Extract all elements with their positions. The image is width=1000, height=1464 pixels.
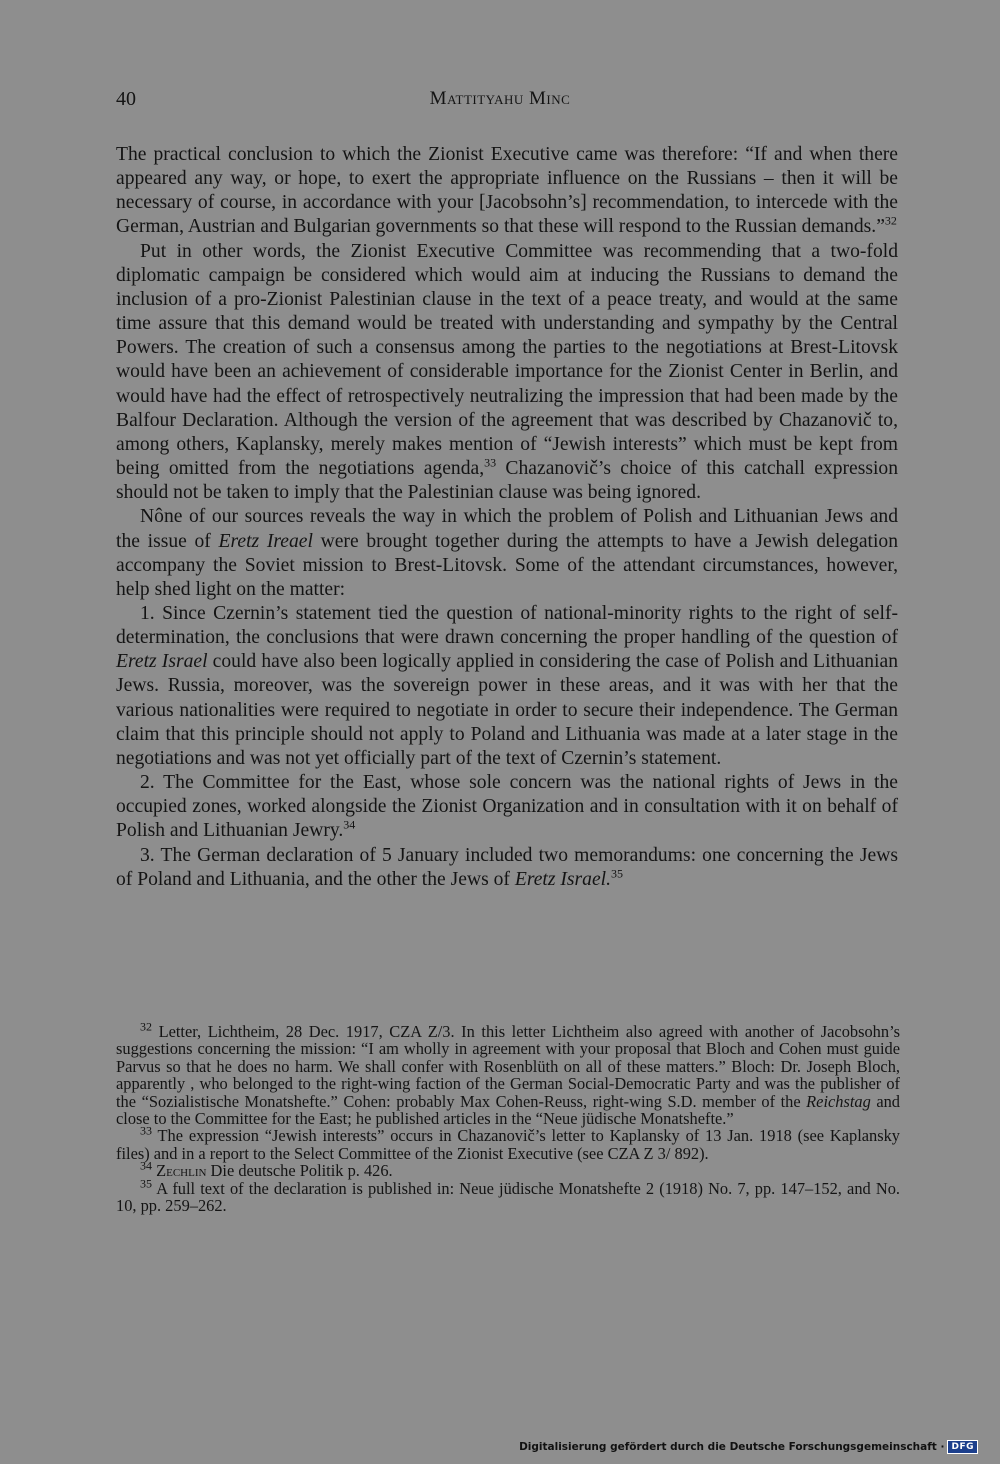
footnote-ref[interactable]: 32 [884, 213, 897, 228]
footnotes [116, 1019, 901, 1216]
digitization-credit [519, 1440, 978, 1454]
running-head: Mattityahu Minc [429, 88, 571, 109]
footnote-ref[interactable]: 33 [484, 455, 497, 470]
paragraph: Put in other words, the Zionist Executive Committee was recommending that a two-fold diplomatic campaign be considered which would aim at inducing the Russians to demand the inclusion of a pro-Zionist Palestinian clause in the text of a peace treaty, and would at the same time assure that this demand would be treated with understanding and sympathy by the Central Powers. The creation of such a consensus among the parties to the negotiations at Brest-Litovsk would have been an achievement of considerable importance for the Zionist Center in Berlin, and would have had the effect of retrospectively neutralizing the impression that had been made by the Balfour Declaration. Although the version of the agreement that was described by Chazanovič to, among others, Kaplansky, merely makes mention of “Jewish interests” which must be kept from being omitted from the negotiations agenda,$^{33}$ Chazanovič’s choice of this catchall expression should not be taken to imply that the Palestinian clause was being ignored. [116, 240, 898, 504]
footnote-33: $^{33}$ The expression “Jewish interests” occurs in Chazanovič’s letter to Kaplansky of 13 Jan. 1918 (see Kaplansky files) and in a report to the Select Committee of the Zionist Executive (see CZA Z 3/ 892). [116, 1123, 900, 1163]
body-text [116, 143, 898, 892]
paragraph: 2. The Committee for the East, whose sole concern was the national rights of Jews in the occupied zones, worked alongside the Zionist Organization and in consultation with it on behalf of Polish and Lithuanian Jewry.$^{34}$ [116, 772, 898, 842]
credit-text: Digitalisierung gefördert durch die Deutsche Forschungsgemeinschaft · [519, 1441, 945, 1453]
dfg-logo-icon: DFG [947, 1440, 978, 1454]
footnote-32: $^{32}$ Letter, Lichtheim, 28 Dec. 1917, CZA Z/3. In this letter Lichtheim also agreed with another of Jacobsohn’s suggestions concerning the mission: “I am wholly in agreement with your proposal that Bloch and Cohen must guide Parvus so that he does no harm. We shall confer with Rosenblüth on all of these matters.” Bloch: Dr. Joseph Bloch, apparently , who belonged to the right-wing faction of the German Social-Democratic Party and was the publisher of the “Sozialistische Monatshefte.” Cohen: probably Max Cohen-Reuss, right-wing S.D. member of the Reichstag and close to the Committee for the East; he published articles in the “Neue jüdische Monatshefte.” [116, 1019, 901, 1129]
paragraph: Nône of our sources reveals the way in which the problem of Polish and Lithuanian Jews and the issue of Eretz Ireael were brought together during the attempts to have a Jewish delegation accompany the Soviet mission to Brest-Litovsk. Some of the attendant circumstances, however, help shed light on the matter: [116, 506, 898, 600]
paragraph: The practical conclusion to which the Zionist Executive came was therefore: “If and when there appeared any way, or hope, to exert the appropriate influence on the Russians – then it will be necessary of course, in accordance with your [Jacobsohn’s] recommendation, to intercede with the German, Austrian and Bulgarian governments so that these will respond to the Russian demands.”$^{32}$ [116, 144, 898, 238]
footnote-ref[interactable]: 34 [343, 817, 356, 832]
page-number: 40 [116, 88, 136, 110]
paragraph: 3. The German declaration of 5 January included two memorandums: one concerning the Jews of Poland and Lithuania, and the other the Jews of Eretz Israel.$^{35}$ [116, 844, 898, 890]
footnote-35: $^{35}$ A full text of the declaration is published in: Neue jüdische Monatshefte 2 (1918) No. 7, pp. 147–152, and No. 10, pp. 259–262. [116, 1176, 900, 1216]
paragraph: 1. Since Czernin’s statement tied the question of national-minority rights to the right of self-determination, the conclusions that were drawn concerning the proper handling of the question of Eretz Israel could have also been logically applied in considering the case of Polish and Lithuanian Jews. Russia, moreover, was the sovereign power in these areas, and it was with her that the various nationalities were required to negotiate in order to secure their independence. The German claim that this principle should not apply to Poland and Lithuania was made at a later stage in the negotiations and was not yet officially part of the text of Czernin’s statement. [116, 602, 898, 769]
footnote-ref[interactable]: 35 [611, 866, 624, 881]
footnote-34: $^{34}$ Zechlin Die deutsche Politik p. 426. [140, 1158, 393, 1181]
